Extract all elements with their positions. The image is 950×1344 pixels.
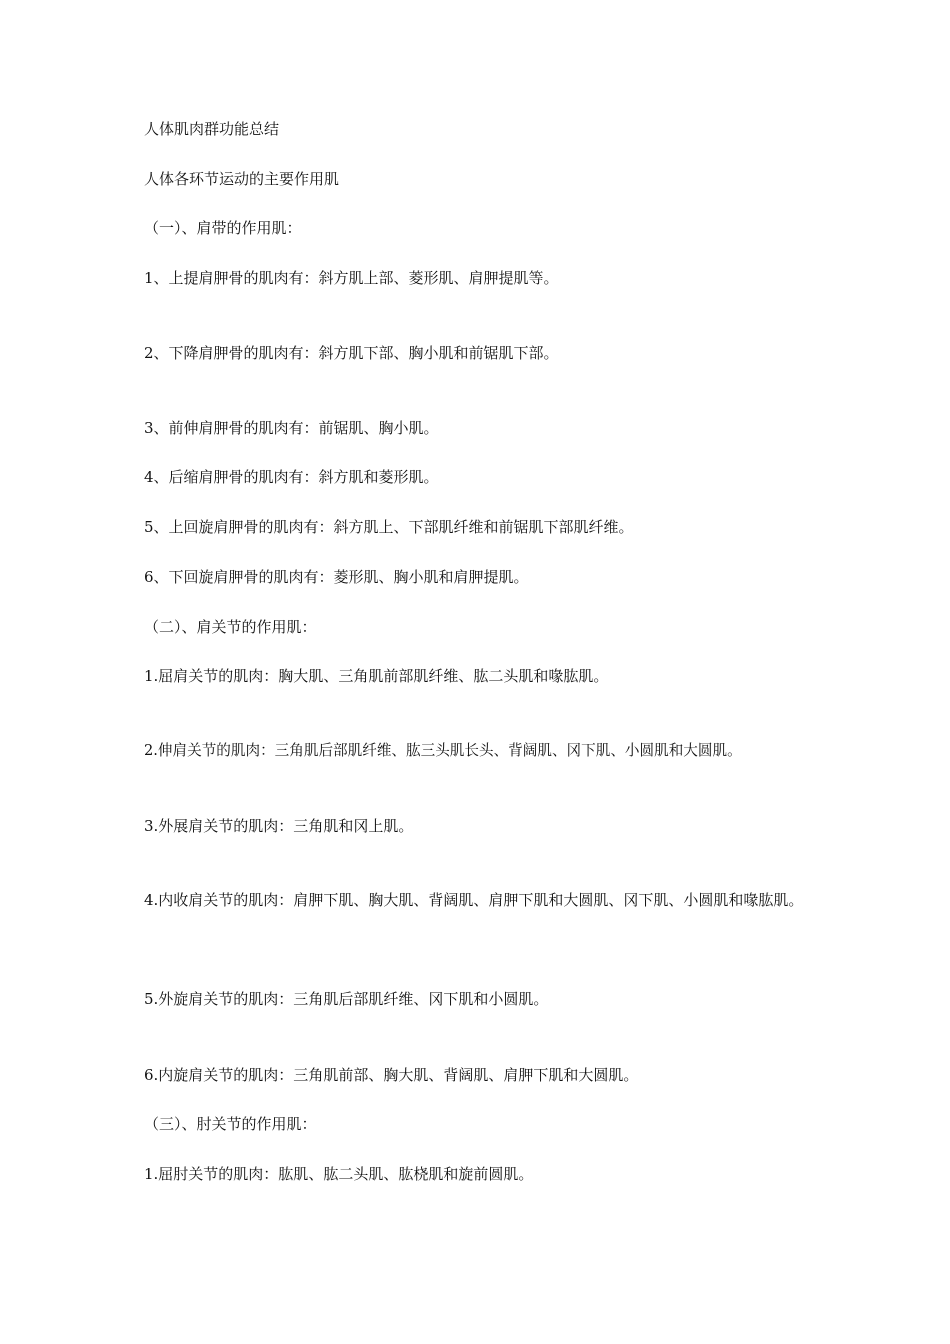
section-heading-elbow-joint: （三）、肘关节的作用肌： [144, 1115, 317, 1133]
list-item: 6、下回旋肩胛骨的肌肉有：菱形肌、胸小肌和肩胛提肌。 [144, 568, 529, 586]
list-item: 2、下降肩胛骨的肌肉有：斜方肌下部、胸小肌和前锯肌下部。 [144, 344, 559, 362]
list-item: 5.外旋肩关节的肌肉：三角肌后部肌纤维、冈下肌和小圆肌。 [144, 990, 549, 1008]
list-item: 6.内旋肩关节的肌肉：三角肌前部、胸大肌、背阔肌、肩胛下肌和大圆肌。 [144, 1066, 639, 1084]
list-item: 4.内收肩关节的肌肉：肩胛下肌、胸大肌、背阔肌、肩胛下肌和大圆肌、冈下肌、小圆肌和喙肱肌。 [144, 891, 804, 909]
list-item: 3、前伸肩胛骨的肌肉有：前锯肌、胸小肌。 [144, 419, 439, 437]
list-item: 5、上回旋肩胛骨的肌肉有：斜方肌上、下部肌纤维和前锯肌下部肌纤维。 [144, 518, 634, 536]
list-item: 4、后缩肩胛骨的肌肉有：斜方肌和菱形肌。 [144, 468, 439, 486]
list-item: 2.伸肩关节的肌肉：三角肌后部肌纤维、肱三头肌长头、背阔肌、冈下肌、小圆肌和大圆肌。 [144, 742, 742, 759]
section-heading-shoulder-girdle: （一）、肩带的作用肌： [144, 219, 302, 237]
document-title: 人体肌肉群功能总结 [144, 120, 280, 138]
list-item: 1、上提肩胛骨的肌肉有：斜方肌上部、菱形肌、肩胛提肌等。 [144, 269, 559, 287]
section-heading-shoulder-joint: （二）、肩关节的作用肌： [144, 618, 317, 636]
list-item: 1.屈肘关节的肌肉：肱肌、肱二头肌、肱桡肌和旋前圆肌。 [144, 1165, 534, 1183]
list-item: 3.外展肩关节的肌肉：三角肌和冈上肌。 [144, 817, 414, 835]
document-subtitle: 人体各环节运动的主要作用肌 [144, 170, 340, 188]
list-item: 1.屈肩关节的肌肉：胸大肌、三角肌前部肌纤维、肱二头肌和喙肱肌。 [144, 667, 609, 685]
